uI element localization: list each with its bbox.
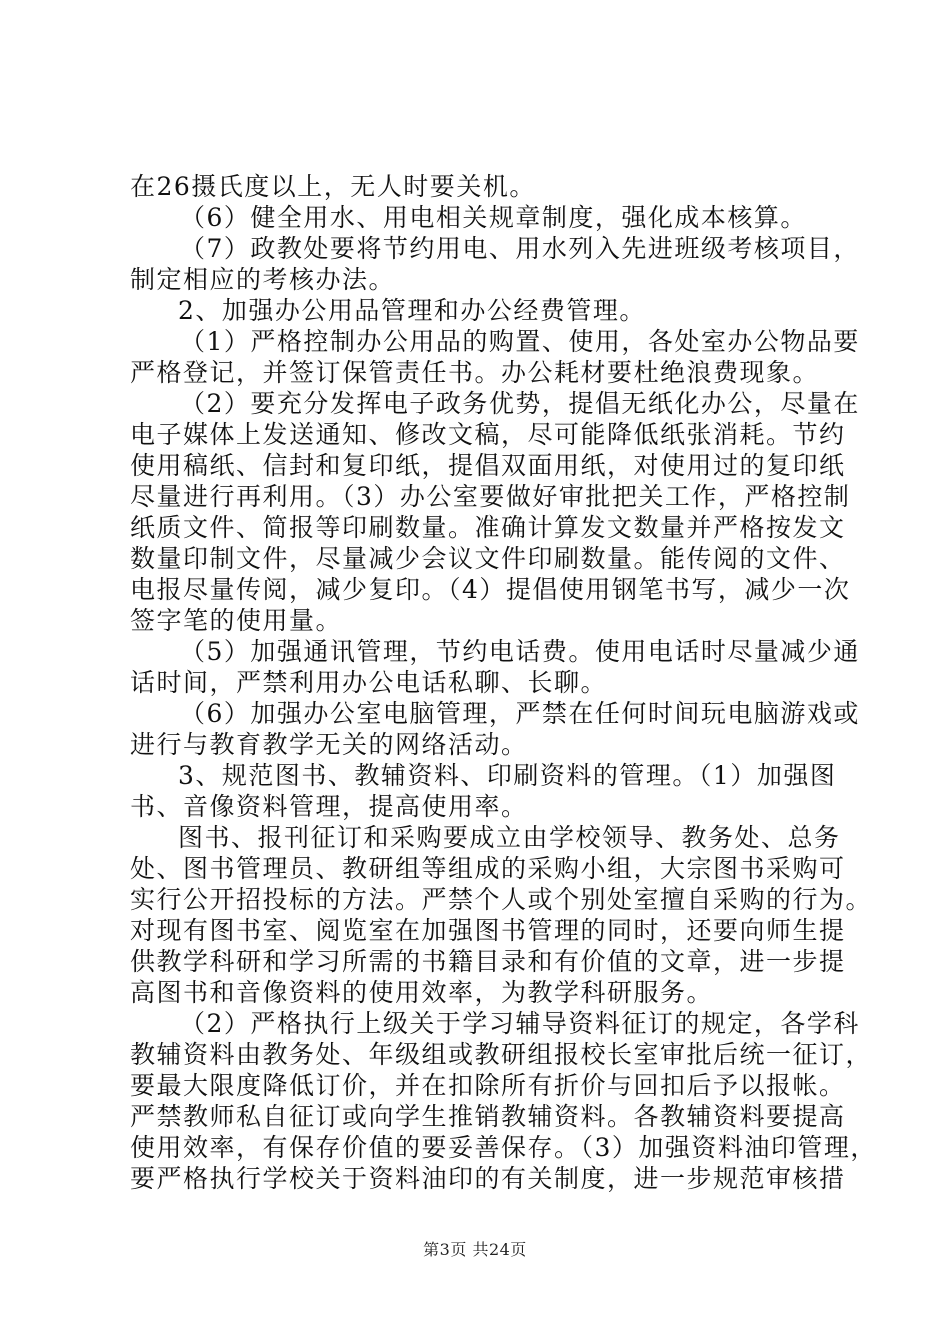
text-line: 3、规范图书、教辅资料、印刷资料的管理。（1）加强图: [178, 761, 837, 790]
text-line: 使用稿纸、信封和复印纸，提倡双面用纸，对使用过的复印纸: [130, 451, 846, 480]
text-line: 话时间，严禁利用办公电话私聊、长聊。: [130, 668, 608, 697]
text-line: （5）加强通讯管理，节约电话费。使用电话时尽量减少通: [180, 637, 860, 666]
text-line: （1）严格控制办公用品的购置、使用，各处室办公物品要: [180, 327, 860, 356]
text-line: 要严格执行学校关于资料油印的有关制度，进一步规范审核措: [130, 1164, 846, 1193]
text-line: 尽量进行再利用。（3）办公室要做好审批把关工作，严格控制: [130, 482, 851, 511]
text-line: 2、加强办公用品管理和办公经费管理。: [178, 296, 646, 325]
text-line: 制定相应的考核办法。: [130, 265, 396, 294]
text-line: 纸质文件、简报等印刷数量。准确计算发文数量并严格按发文: [130, 513, 846, 542]
text-line: （7）政教处要将节约用电、用水列入先进班级考核项目，: [180, 234, 860, 263]
document-body: [130, 171, 877, 1194]
text-line: 供教学科研和学习所需的书籍目录和有价值的文章，进一步提: [130, 947, 846, 976]
text-line: 高图书和音像资料的使用效率，为教学科研服务。: [130, 978, 714, 1007]
text-line: 严格登记，并签订保管责任书。办公耗材要杜绝浪费现象。: [130, 358, 820, 387]
text-line: 严禁教师私自征订或向学生推销教辅资料。各教辅资料要提高: [130, 1102, 846, 1131]
text-line: 处、图书管理员、教研组等组成的采购小组，大宗图书采购可: [130, 854, 846, 883]
text-line: 进行与教育教学无关的网络活动。: [130, 730, 528, 759]
text-line: 使用效率，有保存价值的要妥善保存。（3）加强资料油印管理，: [130, 1133, 877, 1162]
text-line: （6）加强办公室电脑管理，严禁在任何时间玩电脑游戏或: [180, 699, 860, 728]
text-line: 签字笔的使用量。: [130, 606, 343, 635]
text-line: （6）健全用水、用电相关规章制度，强化成本核算。: [180, 203, 807, 232]
page-footer: 第3页 共24页: [423, 1240, 527, 1259]
text-line: 在26摄氏度以上，无人时要关机。: [130, 172, 536, 201]
text-line: （2）严格执行上级关于学习辅导资料征订的规定，各学科: [180, 1009, 860, 1038]
text-line: 数量印制文件，尽量减少会议文件印刷数量。能传阅的文件、: [130, 544, 846, 573]
text-line: 对现有图书室、阅览室在加强图书管理的同时，还要向师生提: [130, 916, 846, 945]
text-line: 要最大限度降低订价，并在扣除所有折价与回扣后予以报帐。: [130, 1071, 846, 1100]
text-line: 书、音像资料管理，提高使用率。: [130, 792, 528, 821]
text-line: 实行公开招投标的方法。严禁个人或个别处室擅自采购的行为。: [130, 885, 873, 914]
text-line: 教辅资料由教务处、年级组或教研组报校长室审批后统一征订，: [130, 1040, 873, 1069]
text-line: 电报尽量传阅，减少复印。（4）提倡使用钢笔书写，减少一次: [130, 575, 851, 604]
text-line: （2）要充分发挥电子政务优势，提倡无纸化办公，尽量在: [180, 389, 860, 418]
text-line: 图书、报刊征订和采购要成立由学校领导、教务处、总务: [178, 823, 841, 852]
text-line: 电子媒体上发送通知、修改文稿，尽可能降低纸张消耗。节约: [130, 420, 846, 449]
